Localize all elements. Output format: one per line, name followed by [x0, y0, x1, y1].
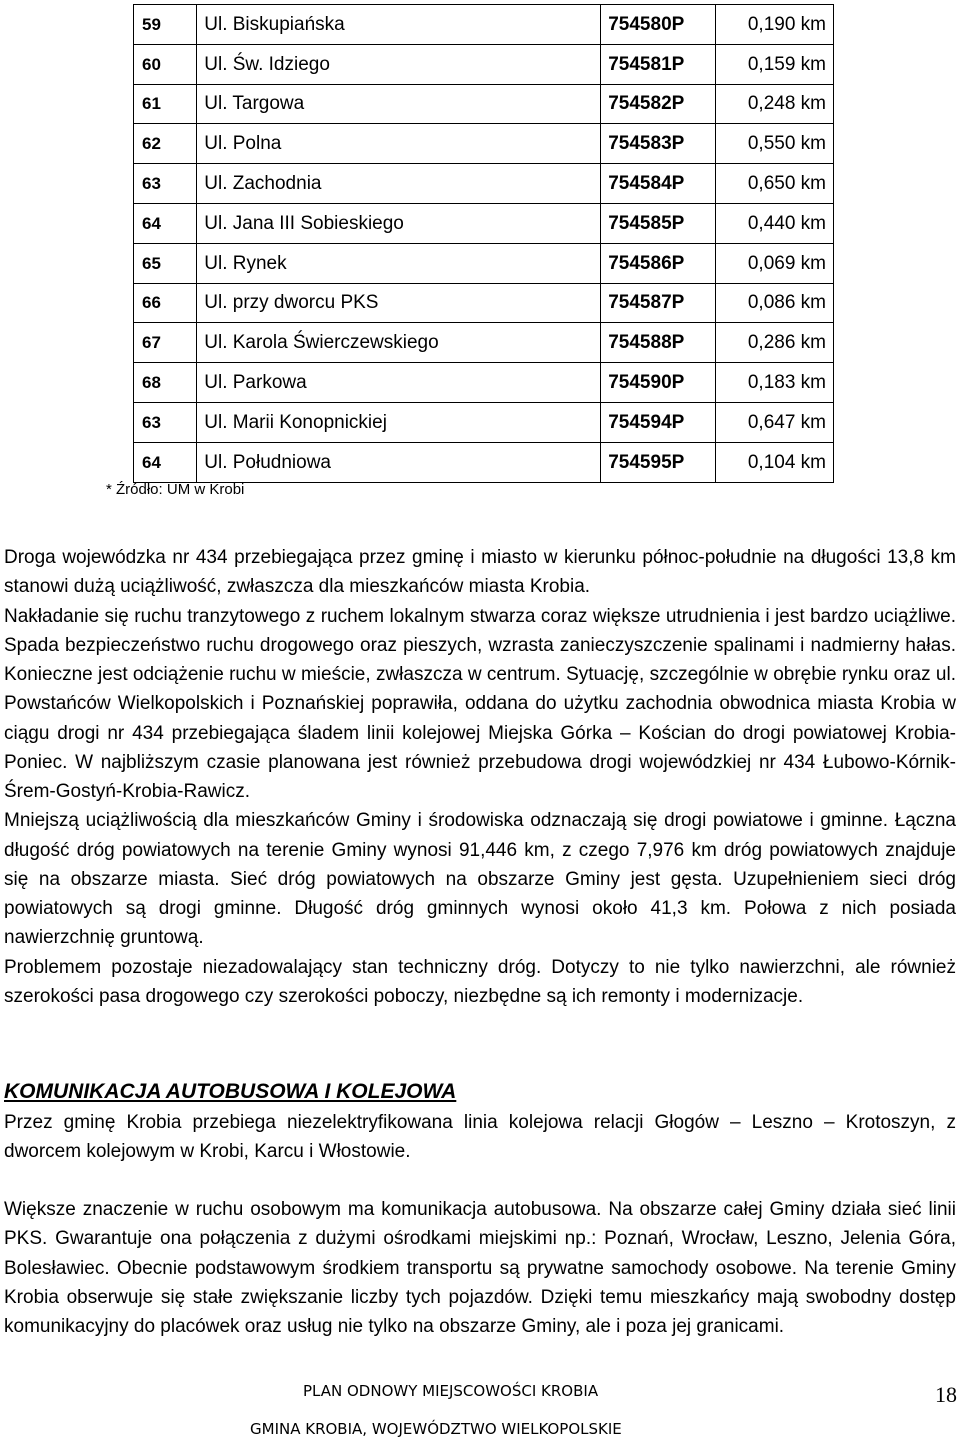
road-code-cell: 754594P: [601, 402, 715, 442]
table-row: [134, 363, 834, 403]
street-name-cell: Ul. Południowa: [197, 442, 601, 482]
table-source-note: * Źródło: UM w Krobi: [106, 481, 245, 498]
road-length-cell: 0,440 km: [715, 203, 833, 243]
roads-table: [133, 4, 834, 483]
footer-plan-title: PLAN ODNOWY MIEJSCOWOŚCI KROBIA: [303, 1382, 599, 1400]
road-code-cell: 754590P: [601, 363, 715, 403]
street-name-cell: Ul. Św. Idziego: [197, 44, 601, 84]
table-row: [134, 84, 834, 124]
road-code-cell: 754581P: [601, 44, 715, 84]
table-row: [134, 124, 834, 164]
paragraph: Przez gminę Krobia przebiega niezelektryfikowana linia kolejowa relacji Głogów – Leszno – Krotoszyn, z dworcem kolejowym w Krobi, Karcu i Włostowie.: [4, 1112, 956, 1163]
road-code-cell: 754587P: [601, 283, 715, 323]
street-name-cell: Ul. Karola Świerczewskiego: [197, 323, 601, 363]
row-number-cell: 64: [134, 203, 197, 243]
table-row: [134, 5, 834, 45]
street-name-cell: Ul. Polna: [197, 124, 601, 164]
table-row: [134, 402, 834, 442]
page-number: 18: [935, 1382, 957, 1407]
table-row: [134, 442, 834, 482]
road-code-cell: 754584P: [601, 164, 715, 204]
row-number-cell: 60: [134, 44, 197, 84]
street-name-cell: Ul. Parkowa: [197, 363, 601, 403]
row-number-cell: 62: [134, 124, 197, 164]
road-length-cell: 0,183 km: [715, 363, 833, 403]
road-code-cell: 754583P: [601, 124, 715, 164]
bus-paragraph-block: [4, 1195, 956, 1341]
road-length-cell: 0,647 km: [715, 402, 833, 442]
road-description-text: [4, 543, 956, 1011]
road-length-cell: 0,248 km: [715, 84, 833, 124]
table-row: [134, 203, 834, 243]
road-length-cell: 0,159 km: [715, 44, 833, 84]
paragraph: Problemem pozostaje niezadowalający stan techniczny dróg. Dotyczy to nie tylko nawierzchni, ale również szerokości pasa drogowego czy szerokości poboczy, niezbędne są ich remonty i modernizacje.: [4, 956, 956, 1007]
road-length-cell: 0,550 km: [715, 124, 833, 164]
row-number-cell: 67: [134, 323, 197, 363]
road-code-cell: 754588P: [601, 323, 715, 363]
row-number-cell: 59: [134, 5, 197, 45]
table-row: [134, 323, 834, 363]
row-number-cell: 61: [134, 84, 197, 124]
road-length-cell: 0,650 km: [715, 164, 833, 204]
paragraph: Mniejszą uciążliwością dla mieszkańców Gminy i środowiska odznaczają się drogi powiatowe i gminne. Łączna długość dróg powiatowych na terenie Gminy wynosi 91,446 km, z czego 7,976 km dróg powiatowych znajduje się na obszarze miasta. Sieć dróg powiatowych na obszarze Gminy jest gęsta. Uzupełnieniem sieci dróg powiatowych są drogi gminne. Długość dróg gminnych wynosi około 41,3 km. Połowa z nich posiada nawierzchnię gruntową.: [4, 810, 956, 949]
street-name-cell: Ul. Rynek: [197, 243, 601, 283]
street-name-cell: Ul. Marii Konopnickiej: [197, 402, 601, 442]
row-number-cell: 64: [134, 442, 197, 482]
road-length-cell: 0,086 km: [715, 283, 833, 323]
road-code-cell: 754582P: [601, 84, 715, 124]
road-length-cell: 0,286 km: [715, 323, 833, 363]
road-code-cell: 754586P: [601, 243, 715, 283]
street-name-cell: Ul. Targowa: [197, 84, 601, 124]
row-number-cell: 63: [134, 164, 197, 204]
paragraph: Droga wojewódzka nr 434 przebiegająca przez gminę i miasto w kierunku północ-południe na długości 13,8 km stanowi dużą uciążliwość, zwłaszcza dla mieszkańców miasta Krobia.: [4, 547, 956, 598]
street-name-cell: Ul. Zachodnia: [197, 164, 601, 204]
row-number-cell: 65: [134, 243, 197, 283]
roads-table-body: [134, 5, 834, 483]
street-name-cell: Ul. Biskupiańska: [197, 5, 601, 45]
table-row: [134, 44, 834, 84]
row-number-cell: 68: [134, 363, 197, 403]
road-length-cell: 0,104 km: [715, 442, 833, 482]
row-number-cell: 66: [134, 283, 197, 323]
table-row: [134, 283, 834, 323]
footer-gmina: GMINA KROBIA, WOJEWÓDZTWO WIELKOPOLSKIE: [250, 1420, 622, 1438]
paragraph: Nakładanie się ruchu tranzytowego z ruchem lokalnym stwarza coraz większe utrudnienia i jest bardzo uciążliwe. Spada bezpieczeństwo ruchu drogowego oraz pieszych, wzrasta zanieczyszczenie spalinami i nadmierny hałas. Konieczne jest odciążenie ruchu w mieście, zwłaszcza w centrum. Sytuację, szczególnie w obrębie rynku oraz ul. Powstańców Wielkopolskich i Poznańskiej poprawiła, oddana do użytku zachodnia obwodnica miasta Krobia w ciągu drogi nr 434 przebiegająca śladem linii kolejowej Miejska Górka – Kościan do drogi powiatowej Krobia-Poniec. W najbliższym czasie planowana jest również przebudowa drogi wojewódzkiej nr 434 Łubowo-Kórnik-Śrem-Gostyń-Krobia-Rawicz.: [4, 605, 956, 802]
paragraph: Większe znaczenie w ruchu osobowym ma komunikacja autobusowa. Na obszarze całej Gminy działa sieć linii PKS. Gwarantuje ona połączenia z dużymi ośrodkami miejskimi np.: Poznań, Wrocław, Leszno, Jelenia Góra, Bolesławiec. Obecnie podstawowym środkiem transportu są prywatne samochody osobowe. Na terenie Gminy Krobia obserwuje się stałe zwiększanie liczby tych pojazdów. Dzięki temu mieszkańcy mają swobodny dostęp komunikacyjny do placówek oraz usług nie tylko na obszarze Gminy, ale i poza jej granicami.: [4, 1199, 956, 1337]
road-code-cell: 754585P: [601, 203, 715, 243]
section-heading: KOMUNIKACJA AUTOBUSOWA I KOLEJOWA: [4, 1080, 457, 1103]
street-name-cell: Ul. przy dworcu PKS: [197, 283, 601, 323]
road-length-cell: 0,069 km: [715, 243, 833, 283]
road-code-cell: 754580P: [601, 5, 715, 45]
street-name-cell: Ul. Jana III Sobieskiego: [197, 203, 601, 243]
road-length-cell: 0,190 km: [715, 5, 833, 45]
road-code-cell: 754595P: [601, 442, 715, 482]
row-number-cell: 63: [134, 402, 197, 442]
table-row: [134, 243, 834, 283]
table-row: [134, 164, 834, 204]
rail-paragraph-block: [4, 1108, 956, 1167]
